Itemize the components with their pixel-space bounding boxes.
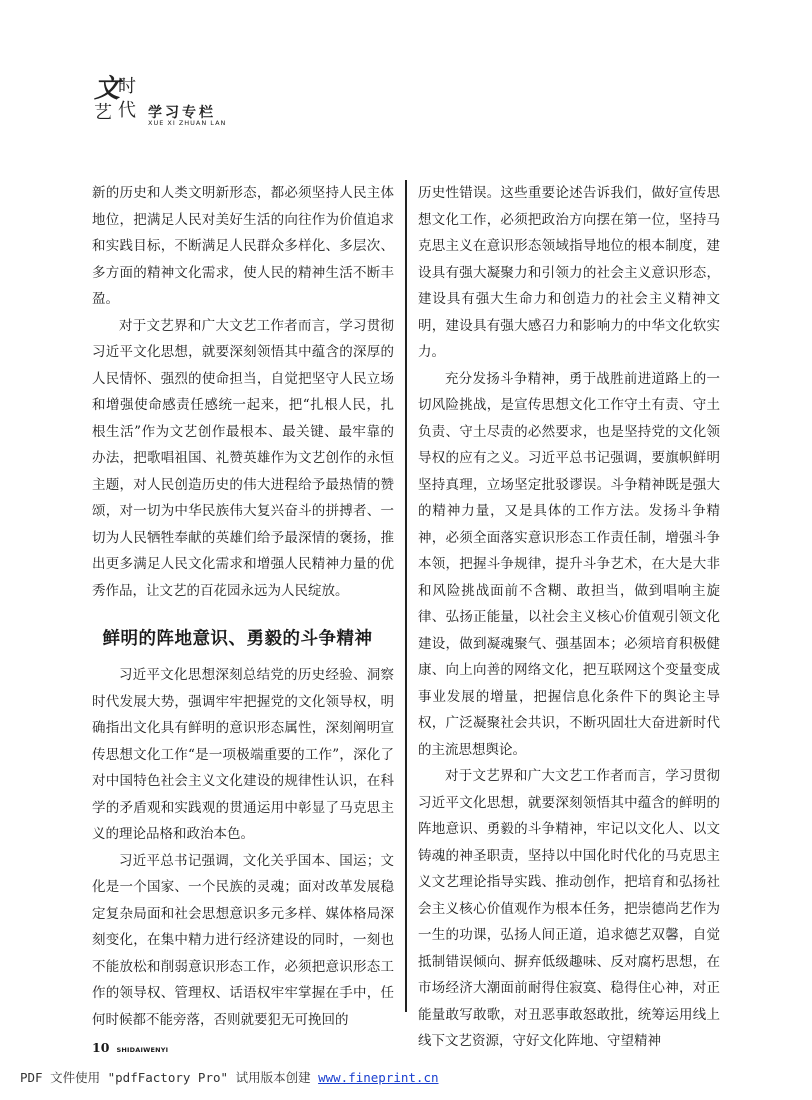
magazine-name: SHIDAIWENYI	[116, 1046, 169, 1054]
fineprint-link[interactable]: www.fineprint.cn	[318, 1070, 439, 1085]
left-column	[92, 180, 394, 1033]
paragraph: 新的历史和人类文明新形态，都必须坚持人民主体地位，把满足人民对美好生活的向往作为价值追求和实践目标，不断满足人民群众多样化、多层次、多方面的精神文化需求，使人民的精神生活不断丰盈。	[92, 185, 394, 307]
paragraph: 充分发扬斗争精神，勇于战胜前进道路上的一切风险挑战，是宣传思想文化工作守土有责、守土负责、守土尽责的必然要求，也是坚持党的文化领导权的应有之义。习近平总书记强调，要旗帜鲜明坚持真理，立场坚定批驳谬误。斗争精神既是强大的精神力量，又是具体的工作方法。发扬斗争精神，必须全面落实意识形态工作责任制，增强斗争本领，把握斗争规律，提升斗争艺术，在大是大非和风险挑战面前不含糊、敢担当，做到唱响主旋律、弘扬正能量，以社会主义核心价值观引领文化建设，做到凝魂聚气、强基固本；必须培育积极健康、向上向善的网络文化，把互联网这个变量变成事业发展的增量，把握信息化条件下的舆论主导权，广泛凝聚社会共识，不断巩固壮大奋进新时代的主流思想舆论。	[418, 370, 720, 758]
column-title: 学习专栏	[148, 105, 216, 121]
logo-char: 文	[94, 74, 121, 104]
paragraph: 对于文艺界和广大文艺工作者而言，学习贯彻习近平文化思想，就要深刻领悟其中蕴含的鲜明的阵地意识、勇毅的斗争精神，牢记以文化人、以文铸魂的神圣职责，坚持以中国化时代化的马克思主义文艺理论指导实践、推动创作，把培育和弘扬社会主义核心价值观作为根本任务，把崇德尚艺作为一生的功课，弘扬人间正道，追求德艺双馨，自觉抵制错误倾向、摒弃低级趣味、反对腐朽思想，在市场经济大潮面前耐得住寂寞、稳得住心神，对正能量敢写敢歌，对丑恶事敢怒敢批，统筹运用线上线下文艺资源，守好文化阵地、守望精神	[418, 768, 720, 1049]
logo-char: 代	[118, 100, 136, 121]
page-header	[92, 72, 292, 136]
column-subtitle: XUE XI ZHUAN LAN	[148, 119, 227, 127]
page-footer	[92, 1037, 168, 1056]
pdf-note-text: PDF 文件使用 "pdfFactory Pro" 试用版本创建	[20, 1070, 319, 1085]
paragraph: 习近平总书记强调，文化关乎国本、国运；文化是一个国家、一个民族的灵魂；面对改革发展稳定复杂局面和社会思想意识多元多样、媒体格局深刻变化，在集中精力进行经济建设的同时，一刻也不能放松和削弱意识形态工作，必须把意识形态工作的领导权、管理权、话语权牢牢掌握在手中，任何时候都不能旁落，否则就要犯无可挽回的	[92, 852, 394, 1028]
logo-char: 时	[118, 76, 136, 97]
right-column	[418, 180, 720, 1055]
logo-char: 艺	[94, 102, 112, 123]
pdf-watermark-note	[20, 1068, 439, 1086]
paragraph: 历史性错误。这些重要论述告诉我们，做好宣传思想文化工作，必须把政治方向摆在第一位，坚持马克思主义在意识形态领域指导地位的根本制度，建设具有强大凝聚力和引领力的社会主义意识形态，建设具有强大生命力和创造力的社会主义精神文明，建设具有强大感召力和影响力的中华文化软实力。	[418, 185, 720, 360]
magazine-logo	[92, 76, 144, 126]
section-heading: 鲜明的阵地意识、勇毅的斗争精神	[102, 629, 373, 649]
paragraph: 对于文艺界和广大文艺工作者而言，学习贯彻习近平文化思想，就要深刻领悟其中蕴含的深厚的人民情怀、强烈的使命担当，自觉把坚守人民立场和增强使命感责任感统一起来，把“扎根人民，扎根生活”作为文艺创作最根本、最关键、最牢靠的办法，把歌唱祖国、礼赞英雄作为文艺创作的永恒主题，对人民创造历史的伟大进程给予最热情的赞颂，对一切为中华民族伟大复兴奋斗的拼搏者、一切为人民牺牲奉献的英雄们给予最深情的褒扬，推出更多满足人民文化需求和增强人民精神力量的优秀作品，让文艺的百花园永远为人民绽放。	[92, 317, 394, 599]
page-number: 10	[92, 1040, 110, 1055]
paragraph: 习近平文化思想深刻总结党的历史经验、洞察时代发展大势，强调牢牢把握党的文化领导权，明确指出文化具有鲜明的意识形态属性，深刻阐明宣传思想文化工作“是一项极端重要的工作”，深化了对中国特色社会主义文化建设的规律性认识，在科学的矛盾观和实践观的贯通运用中彰显了马克思主义的理论品格和政治本色。	[92, 667, 394, 842]
column-divider	[405, 180, 407, 1012]
